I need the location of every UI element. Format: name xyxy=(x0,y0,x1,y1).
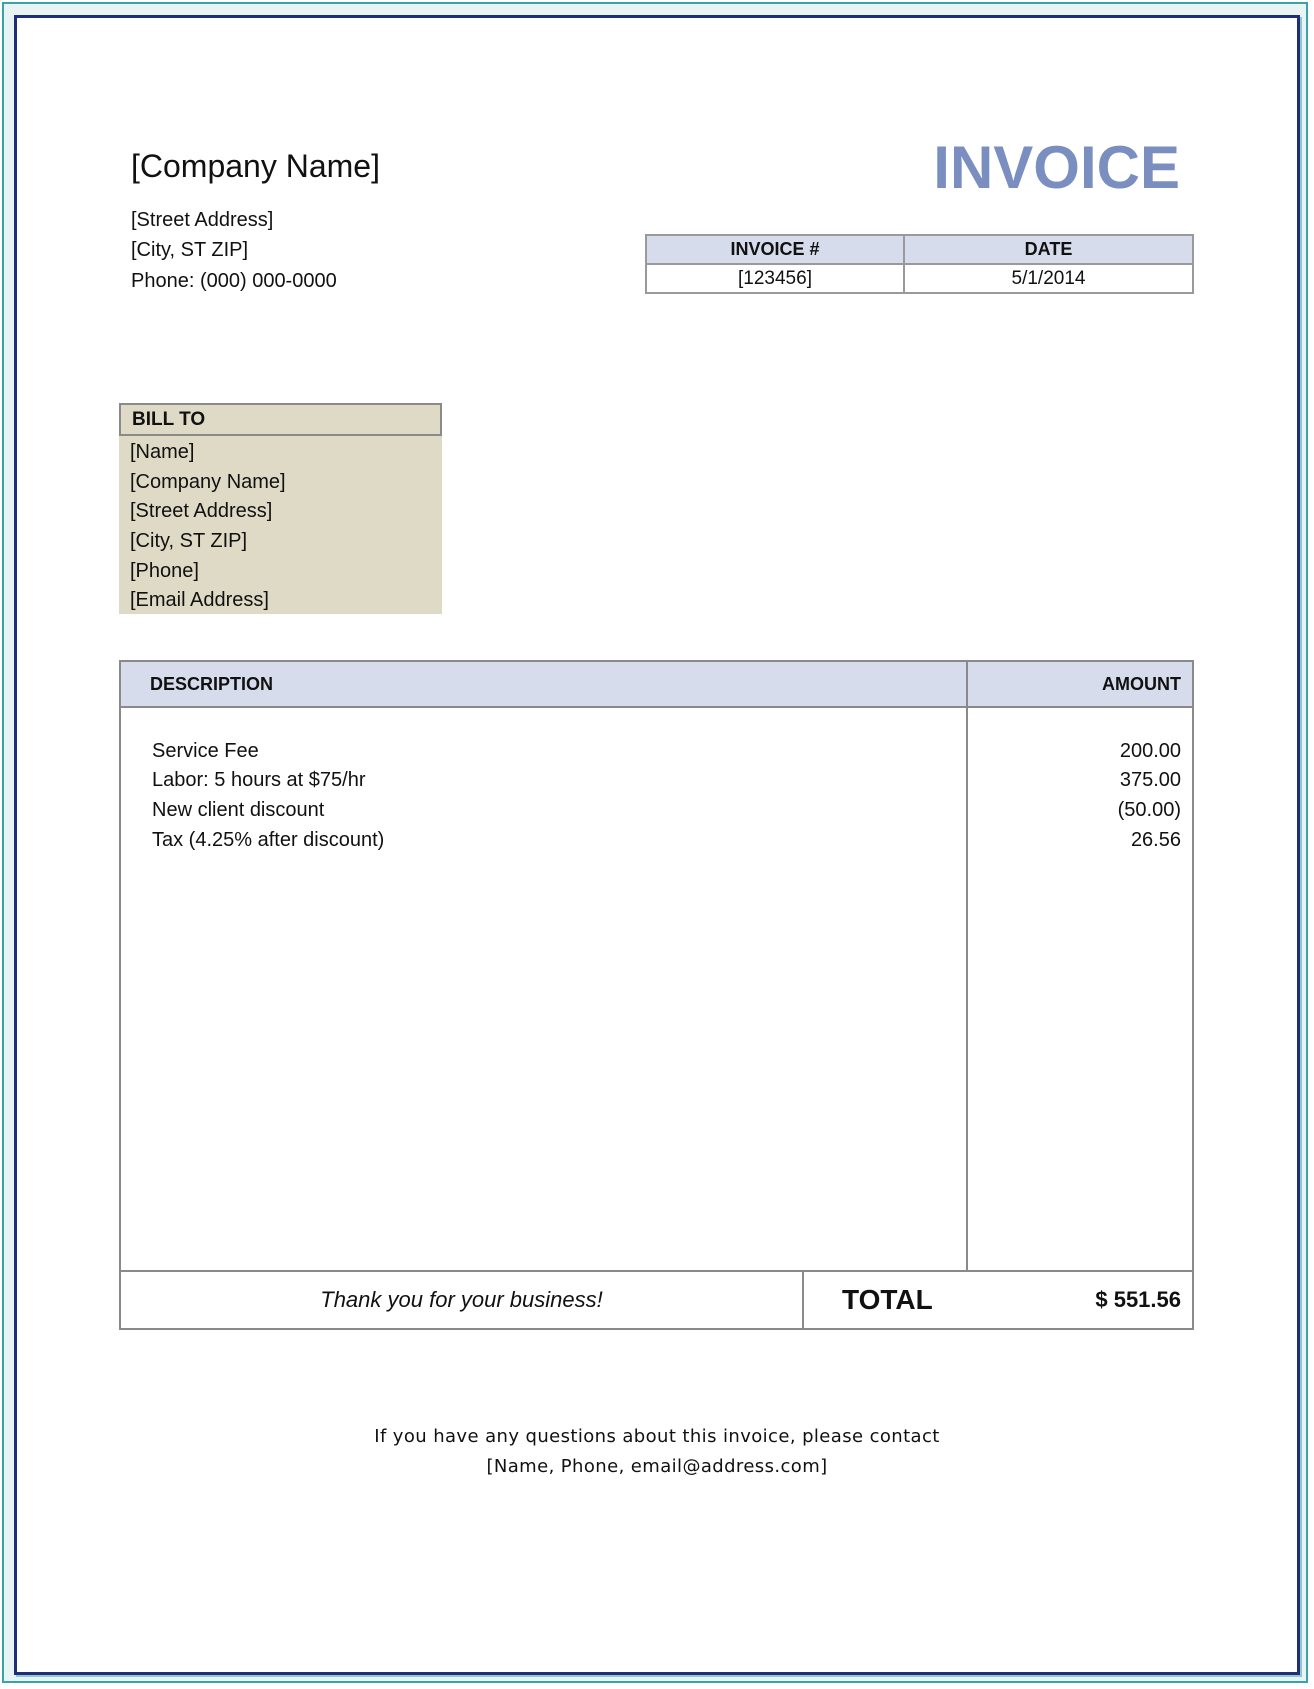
company-phone: Phone: (000) 000-0000 xyxy=(131,270,337,292)
bill-to-phone: [Phone] xyxy=(130,560,199,582)
bill-to-name: [Name] xyxy=(130,441,195,463)
total-value: $ 551.56 xyxy=(1095,1287,1181,1312)
company-street: [Street Address] xyxy=(131,209,274,231)
company-name: [Company Name] xyxy=(131,148,380,184)
invoice-meta-table xyxy=(645,234,1194,294)
line-item-amount: (50.00) xyxy=(1117,799,1181,821)
thank-you-message: Thank you for your business! xyxy=(320,1287,603,1312)
date-value: 5/1/2014 xyxy=(904,264,1193,293)
description-header: DESCRIPTION xyxy=(150,674,274,694)
column-divider xyxy=(966,662,968,1270)
invoice-number-label: INVOICE # xyxy=(646,235,904,264)
line-item-description: Service Fee xyxy=(152,740,259,762)
bill-to-email: [Email Address] xyxy=(130,589,269,611)
bill-to-company: [Company Name] xyxy=(130,471,286,493)
date-label: DATE xyxy=(904,235,1193,264)
line-item-amount: 200.00 xyxy=(1119,740,1181,762)
footer-contact-text: [Name, Phone, email@address.com] xyxy=(486,1456,828,1477)
bill-to-header: BILL TO xyxy=(119,403,442,436)
line-items-header xyxy=(121,662,1192,708)
bill-to-street: [Street Address] xyxy=(130,500,273,522)
company-city: [City, ST ZIP] xyxy=(131,239,249,261)
line-item-amount: 26.56 xyxy=(1130,829,1181,851)
footer-question-text: If you have any questions about this invoice, please contact xyxy=(374,1426,940,1447)
line-item-description: Labor: 5 hours at $75/hr xyxy=(152,769,366,791)
line-item-description: Tax (4.25% after discount) xyxy=(152,829,385,851)
total-label: TOTAL xyxy=(842,1284,933,1315)
bill-to-box xyxy=(119,403,442,614)
invoice-number-value: [123456] xyxy=(646,264,904,293)
invoice-title: INVOICE xyxy=(933,134,1180,201)
total-row xyxy=(121,1270,1192,1330)
amount-header: AMOUNT xyxy=(1102,674,1181,694)
line-items-table xyxy=(119,660,1194,1330)
line-item-amount: 375.00 xyxy=(1119,769,1181,791)
bill-to-city: [City, ST ZIP] xyxy=(130,530,248,552)
line-item-description: New client discount xyxy=(152,799,325,821)
total-divider xyxy=(802,1272,804,1330)
